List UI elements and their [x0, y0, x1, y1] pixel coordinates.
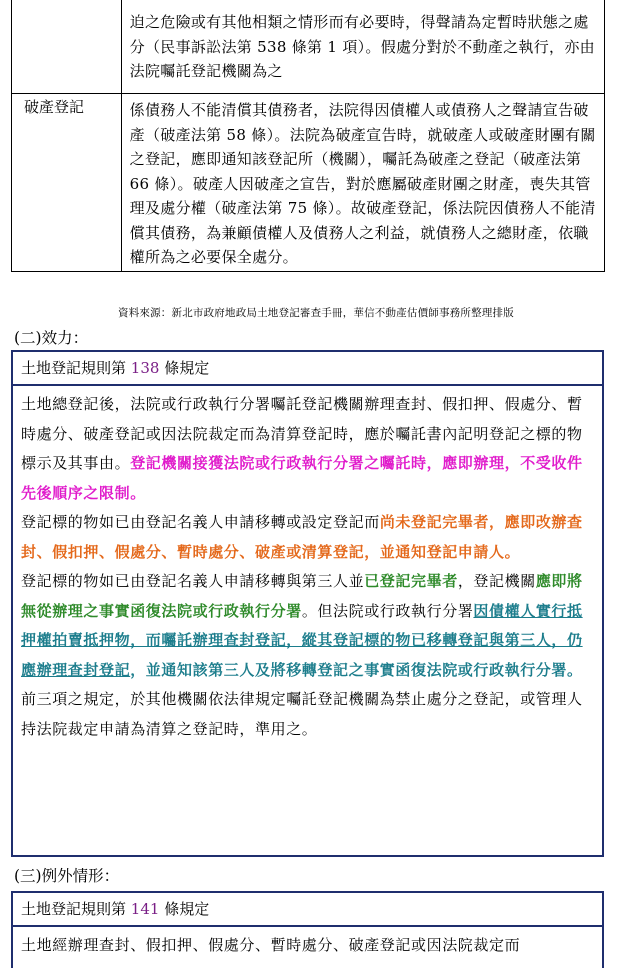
- paragraph: 土地經辦理查封、假扣押、假處分、暫時處分、破產登記或因法院裁定而: [21, 936, 521, 954]
- text-highlight-orange: 尚未登記完畢者，應即改辦查封、假扣押、假處分、暫時處分、破產或清算登記，並通知登記申請人: [21, 513, 583, 561]
- regulation-box-141: [11, 891, 604, 968]
- paragraph: [21, 390, 596, 508]
- text-highlight-teal: ，並通知該第三人及將移轉登記之事實函復法院或行政執行分署。: [130, 660, 583, 679]
- text-plain: 。但法院或行政執行分署: [301, 601, 474, 620]
- title-suffix: 條規定: [164, 900, 210, 918]
- regulation-box-138: [11, 350, 604, 857]
- box-body: [13, 386, 602, 744]
- title-suffix: 條規定: [164, 359, 210, 377]
- table-key-cell: 破產登記: [12, 94, 122, 272]
- table-row: [12, 0, 605, 94]
- table-value-cell: 係債務人不能清償其債務者，法院得因債權人或債務人之聲請宣告破產（破產法第 58 條）。法院為破產宣告時，就破產人或破產財團有關之登記，應即通知該登記所（機關），囑託為破產之登記（破產法第 66 條）。破產人因破產之宣告，對於應屬破產財團之財產，喪失其管理及處分權（破產法第 75 條）。故破產登記，係法院因債務人不能清償其債務，為兼顧債權人及債務人之利益，就債務人之總財產，依職權所為之必要保全處分。: [121, 94, 604, 272]
- text-plain: 登記標的物如已由登記名義人申請移轉與第三人並: [21, 572, 365, 590]
- paragraph: [21, 508, 596, 567]
- paragraph: 前三項之規定，於其他機關依法律規定囑託登記機關為禁止處分之登記，或管理人持法院裁定申請為清算之登記時，準用之。: [21, 690, 583, 738]
- text-plain: 登記標的物如已由登記名義人申請移轉或設定登記而: [21, 513, 380, 531]
- registration-type-table: [11, 0, 605, 272]
- text-highlight-green: 已登記完畢者: [364, 572, 458, 590]
- title-prefix: 土地登記規則第: [21, 359, 127, 377]
- box-title: [13, 893, 602, 927]
- title-prefix: 土地登記規則第: [21, 900, 127, 918]
- article-number: 138: [126, 359, 165, 377]
- text-highlight-green: 應即將無從辦理之事實函復法院或行政執行分署: [21, 572, 583, 620]
- text-highlight-magenta: 登記機關接獲法院或行政執行分署之囑託時，應即辦理，不受收件先後順序之限制。: [21, 454, 583, 502]
- section-heading-effect: (二)效力：: [14, 329, 89, 347]
- table-key-cell: [12, 0, 122, 94]
- text-highlight-teal-underlined: 因債權人實行抵押權拍賣抵押物，而囑託辦理查封登記，縱其登記標的物已移轉登記與第三人，仍應辦理查封登記: [21, 601, 583, 679]
- text-plain: ，登記機關: [457, 572, 536, 590]
- box-title: [13, 352, 602, 386]
- table-row: [12, 94, 605, 272]
- box-body: [13, 927, 602, 961]
- table-value-cell: 迫之危險或有其他相類之情形而有必要時，得聲請為定暫時狀態之處分（民事訴訟法第 538 條第 1 項）。假處分對於不動產之執行，亦由法院囑託登記機關為之: [121, 0, 604, 94]
- section-heading-exception: (三)例外情形：: [14, 867, 120, 885]
- paragraph: [21, 567, 596, 685]
- text-highlight-orange: 。: [504, 542, 521, 561]
- text-plain: 土地總登記後，法院或行政執行分署囑託登記機關辦理查封、假扣押、假處分、暫時處分、破產登記或因法院裁定而為清算登記時，應於囑託書內記明登記之標的物標示及其事由。: [21, 395, 583, 472]
- source-note: 資料來源：新北市政府地政局土地登記審查手冊，華信不動產估價師事務所整理排版: [118, 307, 514, 319]
- article-number: 141: [126, 900, 165, 918]
